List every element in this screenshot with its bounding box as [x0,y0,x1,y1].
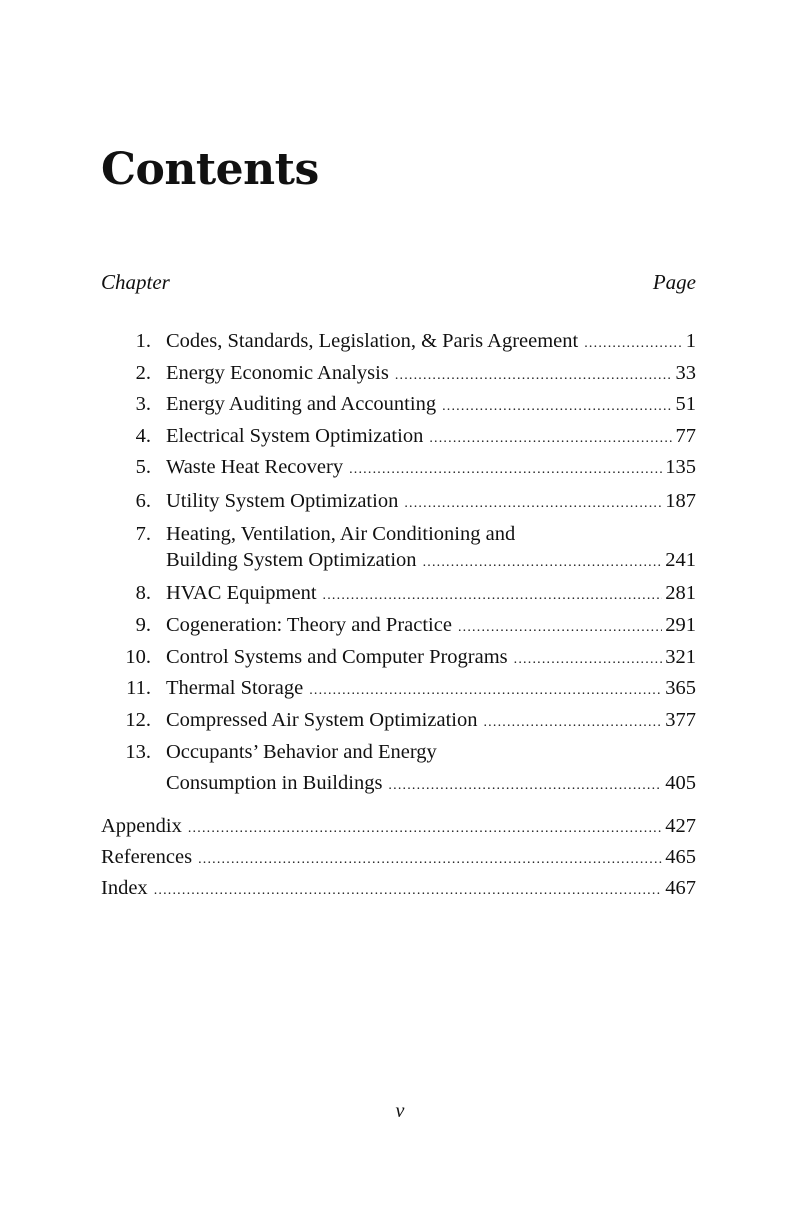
page-number: 33 [675,362,696,384]
page-title: Contents [101,144,319,195]
toc-entry-chapter-3[interactable] [101,388,696,420]
chapter-number: 8. [135,582,151,604]
chapter-title: Electrical System Optimization [166,425,424,447]
chapter-number: 13. [125,741,151,763]
chapter-title: HVAC Equipment [166,582,317,604]
page-number: 187 [665,490,696,512]
chapter-title: Energy Auditing and Accounting [166,393,437,415]
toc-entry-index[interactable] [101,872,696,904]
toc-entry-chapter-6[interactable] [101,485,696,517]
toc-entry-chapter-8[interactable] [101,577,696,609]
section-title: Index [101,877,148,899]
chapter-title: Control Systems and Computer Programs [166,646,508,668]
chapter-title: Thermal Storage [166,677,304,699]
chapter-column-header: Chapter [101,270,170,294]
toc-entry-chapter-2[interactable] [101,357,696,389]
page-number: 365 [665,677,696,699]
page-column-header: Page [652,270,696,294]
toc-entry-chapter-7[interactable] [101,518,696,582]
chapter-title: Building System Optimization [166,549,417,571]
toc-entry-chapter-1[interactable] [101,325,696,357]
chapter-number: 9. [135,614,151,636]
page-number: 77 [675,425,696,447]
page-number: 291 [665,614,696,636]
chapter-title: Cogeneration: Theory and Practice [166,614,452,636]
chapter-number: 12. [125,709,151,731]
page-number: 281 [665,582,696,604]
page-number: 241 [665,549,696,571]
page-number: 427 [665,815,696,837]
section-title: Appendix [101,815,182,837]
page-number: 1 [685,330,696,352]
page-number: 405 [665,772,696,794]
chapter-title: Waste Heat Recovery [166,456,344,478]
chapter-title: Utility System Optimization [166,490,399,512]
chapter-title-line1: Heating, Ventilation, Air Conditioning and [166,523,516,545]
toc-entry-references[interactable] [101,841,696,873]
toc-entry-chapter-4[interactable] [101,420,696,452]
chapter-number: 2. [135,362,151,384]
chapter-number: 10. [125,646,151,668]
toc-entry-chapter-11[interactable] [101,672,696,704]
chapter-number: 3. [135,393,151,415]
chapter-title: Codes, Standards, Legislation, & Paris Agreement [166,330,579,352]
toc-entry-chapter-5[interactable] [101,451,696,483]
chapter-number: 4. [135,425,151,447]
toc-entry-chapter-9[interactable] [101,609,696,641]
chapter-title-line1: Occupants’ Behavior and Energy [166,741,437,763]
chapter-title: Consumption in Buildings [166,772,383,794]
page-number: 467 [665,877,696,899]
chapter-number: 7. [135,523,151,545]
toc-entry-appendix[interactable] [101,810,696,842]
toc-entry-chapter-12[interactable] [101,704,696,736]
page-folio: v [395,1100,405,1122]
page-number: 377 [665,709,696,731]
chapter-title: Compressed Air System Optimization [166,709,478,731]
chapter-number: 5. [135,456,151,478]
chapter-number: 1. [135,330,151,352]
page-number: 51 [675,393,696,415]
toc-entry-chapter-10[interactable] [101,641,696,673]
page-number: 321 [665,646,696,668]
toc-entry-chapter-13[interactable] [101,736,696,800]
chapter-number: 6. [135,490,151,512]
page-number: 135 [665,456,696,478]
chapter-number: 11. [126,677,151,699]
chapter-title: Energy Economic Analysis [166,362,389,384]
section-title: References [101,846,193,868]
page-number: 465 [665,846,696,868]
